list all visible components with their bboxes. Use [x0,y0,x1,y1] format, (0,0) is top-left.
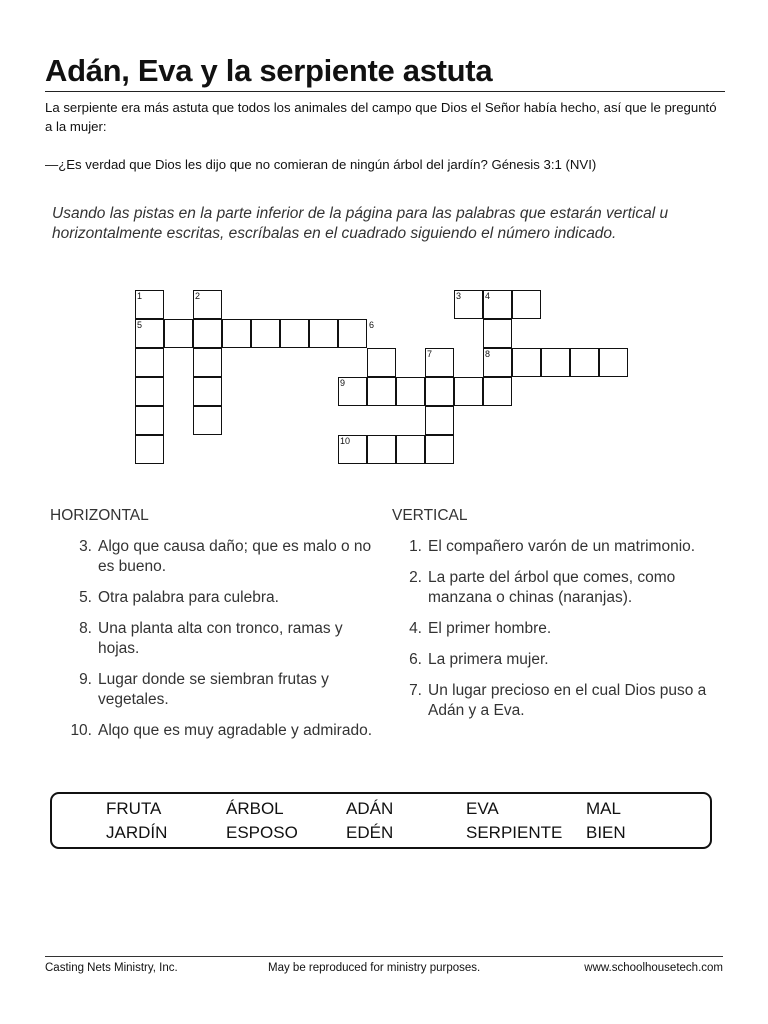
crossword-cell[interactable] [251,319,280,348]
clue-number: 3. [79,538,92,555]
clue-text: El compañero varón de un matrimonio. [428,538,696,555]
crossword-cell[interactable] [454,377,483,406]
clue-text: El primer hombre. [428,620,552,637]
crossword-cell[interactable] [222,319,251,348]
clue-item [50,721,380,741]
crossword-cell[interactable] [396,435,425,464]
clue-item [50,537,380,577]
vertical-heading: VERTICAL [392,507,468,524]
clue-text: Alqo que es muy agradable y admirado. [98,722,372,739]
crossword-cell[interactable] [135,348,164,377]
footer-divider [45,956,723,957]
clue-text: La primera mujer. [428,651,549,668]
crossword-cell[interactable] [367,348,396,377]
cell-number: 2 [195,291,201,301]
crossword-cell[interactable] [367,377,396,406]
clue-text: Un lugar precioso en el cual Dios puso a Adán y a Eva. [428,682,707,719]
crossword-cell[interactable] [280,319,309,348]
clue-text: Lugar donde se siembran frutas y vegetales. [98,671,329,708]
word-bank-word: JARDÍN [106,823,168,842]
crossword-cell[interactable] [135,435,164,464]
crossword-cell[interactable] [193,406,222,435]
instructions: Usando las pistas en la parte inferior de la página para las palabras que estarán vertical u horizontalmente escritas, escríbalas en el cuadrado siguiendo el número indicado. [52,205,669,242]
cell-number: 5 [137,320,143,330]
clue-item [392,650,724,670]
page-title: Adán, Eva y la serpiente astuta [45,52,725,92]
clue-item [392,619,724,639]
word-bank-word: BIEN [586,823,626,842]
cell-number: 1 [137,291,143,301]
crossword-cell[interactable] [483,377,512,406]
cell-number: 10 [340,436,351,446]
footer-notice: May be reproduced for ministry purposes. [268,962,481,974]
clue-text: Otra palabra para culebra. [98,589,279,606]
clue-item [50,588,380,608]
clue-item [50,670,380,710]
clue-number: 5. [79,589,92,606]
word-bank-word: EDÉN [346,823,394,842]
word-bank-word: ESPOSO [226,823,298,842]
clue-number: 4. [409,620,422,637]
clue-number: 8. [79,620,92,637]
crossword-cell[interactable] [367,435,396,464]
cell-number: 7 [427,349,433,359]
word-bank-word: MAL [586,799,621,818]
clue-text: Algo que causa daño; que es malo o no es bueno. [98,538,372,575]
crossword-cell[interactable] [425,435,454,464]
clue-number: 1. [409,538,422,555]
clue-number: 2. [409,569,422,586]
crossword-cell[interactable] [599,348,628,377]
crossword-cell[interactable] [193,348,222,377]
clue-text: Una planta alta con tronco, ramas y hojas. [98,620,343,657]
intro-paragraph: La serpiente era más astuta que todos los animales del campo que Dios el Señor había hecho, así que le preguntó a la mujer: [45,100,717,134]
cell-number: 8 [485,349,491,359]
crossword-cell[interactable] [396,377,425,406]
crossword-cell[interactable] [512,348,541,377]
scripture-quote: —¿Es verdad que Dios les dijo que no comieran de ningún árbol del jardín? Génesis 3:1 (NVI) [45,157,597,172]
horizontal-clues [50,537,380,752]
crossword-cell[interactable] [425,406,454,435]
crossword-cell[interactable] [483,319,512,348]
cell-number: 6 [369,320,375,330]
crossword-cell[interactable] [193,377,222,406]
cell-number: 3 [456,291,462,301]
clue-item [392,537,724,557]
word-bank [50,792,712,849]
word-bank-word: FRUTA [106,799,162,818]
clue-item [50,619,380,659]
crossword-cell[interactable] [338,319,367,348]
footer-website: www.schoolhousetech.com [584,962,723,974]
clue-item [392,681,724,721]
clue-number: 10. [70,722,92,739]
crossword-cell[interactable] [135,406,164,435]
crossword-cell[interactable] [164,319,193,348]
crossword-cell[interactable] [309,319,338,348]
word-bank-word: EVA [466,799,499,818]
crossword-cell[interactable] [512,290,541,319]
crossword-cell[interactable] [570,348,599,377]
vertical-clues [392,537,724,732]
clue-number: 7. [409,682,422,699]
crossword-cell[interactable] [425,377,454,406]
crossword-cell[interactable] [135,377,164,406]
cell-number: 4 [485,291,491,301]
cell-number: 9 [340,378,346,388]
clue-number: 9. [79,671,92,688]
clue-number: 6. [409,651,422,668]
word-bank-word: SERPIENTE [466,823,563,842]
crossword-cell[interactable] [193,319,222,348]
footer-publisher: Casting Nets Ministry, Inc. [45,962,178,974]
word-bank-word: ÁRBOL [226,799,284,818]
word-bank-word: ADÁN [346,799,394,818]
horizontal-heading: HORIZONTAL [50,507,149,524]
clue-item [392,568,724,608]
clue-text: La parte del árbol que comes, como manzana o chinas (naranjas). [428,569,676,606]
crossword-cell[interactable] [541,348,570,377]
